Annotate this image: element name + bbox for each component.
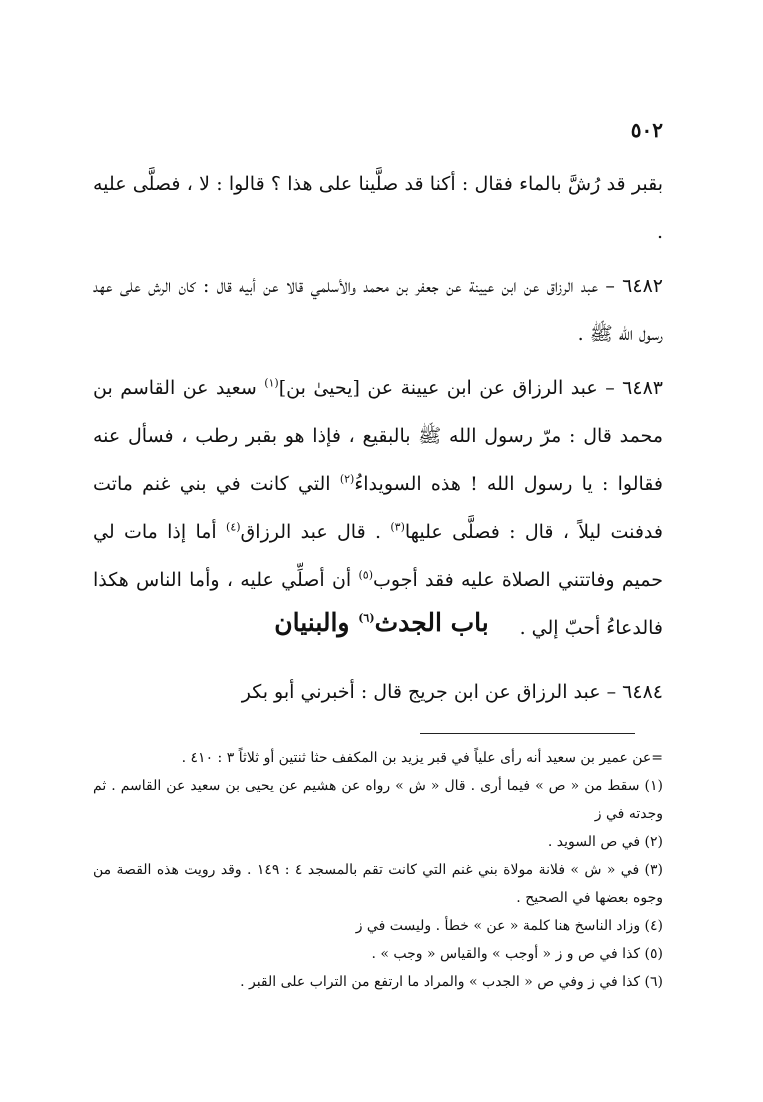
paragraph-6483-part-d: . قال عبد الرزاق: [240, 521, 391, 543]
chapter-heading: [0, 608, 763, 637]
footnote-3: (٣) في « ش » فلانة مولاة بني غنم التي كانت تقم بالمسجد ٤ : ١٤٩ . وقد رويت هذه القصة من وجوه بعضها في الصحيح .: [93, 862, 663, 906]
chapter-heading-part-a: باب الجدث: [374, 608, 489, 637]
footnote-4: (٤) وزاد الناسخ هنا كلمة « عن » خطأ . وليست في ز: [355, 918, 663, 934]
footnote-ref-5: (٥): [358, 568, 373, 582]
paragraph-6483-part-a: ٦٤٨٣ – عبد الرزاق عن ابن عيينة عن [يحيىٰ بن]: [278, 377, 663, 399]
paragraph-6483-part-f: أن أصلِّي عليه ، وأما الناس هكذا فالدعاءُ أحبّ إلي .: [93, 569, 663, 639]
footnotes: [93, 744, 663, 996]
footnote-continuation: =عن عمير بن سعيد أنه رأى علياً في قبر يزيد بن المكفف حثا ثنتين أو ثلاثاً ٣ : ٤١٠ .: [181, 750, 663, 766]
footnote-divider: [420, 733, 635, 734]
page-number: ٥٠٢: [630, 118, 663, 142]
footnote-ref-4: (٤): [226, 520, 241, 534]
paragraph-6484: ٦٤٨٤ – عبد الرزاق عن ابن جريج قال : أخبرني أبو بكر: [241, 681, 663, 703]
paragraph-6483-part-e: أما إذا مات لي حميم وفاتتني الصلاة عليه فقد أجوب: [93, 521, 663, 591]
paragraph-1: بقبر قد رُشَّ بالماء فقال : أكنا قد صلَّينا على هذا ؟ قالوا : لا ، فصلَّى عليه .: [93, 173, 663, 243]
paragraph-6482: ٦٤٨٢ – عبد الرزاق عن ابن عيينة عن جعفر بن محمد والأسلمي قالا عن أبيه قال : كان الرش على عهد رسول الله ﷺ .: [93, 275, 663, 345]
paragraph-6483-part-b: سعيد عن القاسم بن محمد قال : مرّ رسول الله ﷺ بالبقيع ، فإذا هو بقبر رطب ، فسأل عنه فقالوا : يا رسول الله ! هذه السويداءُ: [93, 377, 663, 495]
footnote-ref-3: (٣): [390, 520, 405, 534]
footnote-ref-6: (٦): [358, 611, 375, 625]
main-text: [93, 160, 663, 658]
footnote-6: (٦) كذا في ز وفي ص « الجدب » والمراد ما ارتفع من التراب على القبر .: [240, 974, 663, 990]
paragraph-6483-part-c: التي كانت في بني غنم ماتت فدفنت ليلاً ، قال : فصلَّى عليها: [93, 473, 663, 543]
footnote-5: (٥) كذا في ص و ز « أوجب » والقياس « وجب » .: [371, 946, 663, 962]
footnote-ref-2: (٢): [339, 472, 355, 486]
paragraph-6484-block: [93, 668, 663, 722]
footnote-2: (٢) في ص السويد .: [547, 834, 663, 850]
footnote-ref-1: (١): [264, 376, 279, 390]
chapter-heading-part-b: والبنيان: [274, 608, 359, 637]
footnote-1: (١) سقط من « ص » فيما أرى . قال « ش » رواه عن هشيم عن يحيى بن سعيد عن القاسم . ثم وجدته في ز: [93, 778, 663, 822]
